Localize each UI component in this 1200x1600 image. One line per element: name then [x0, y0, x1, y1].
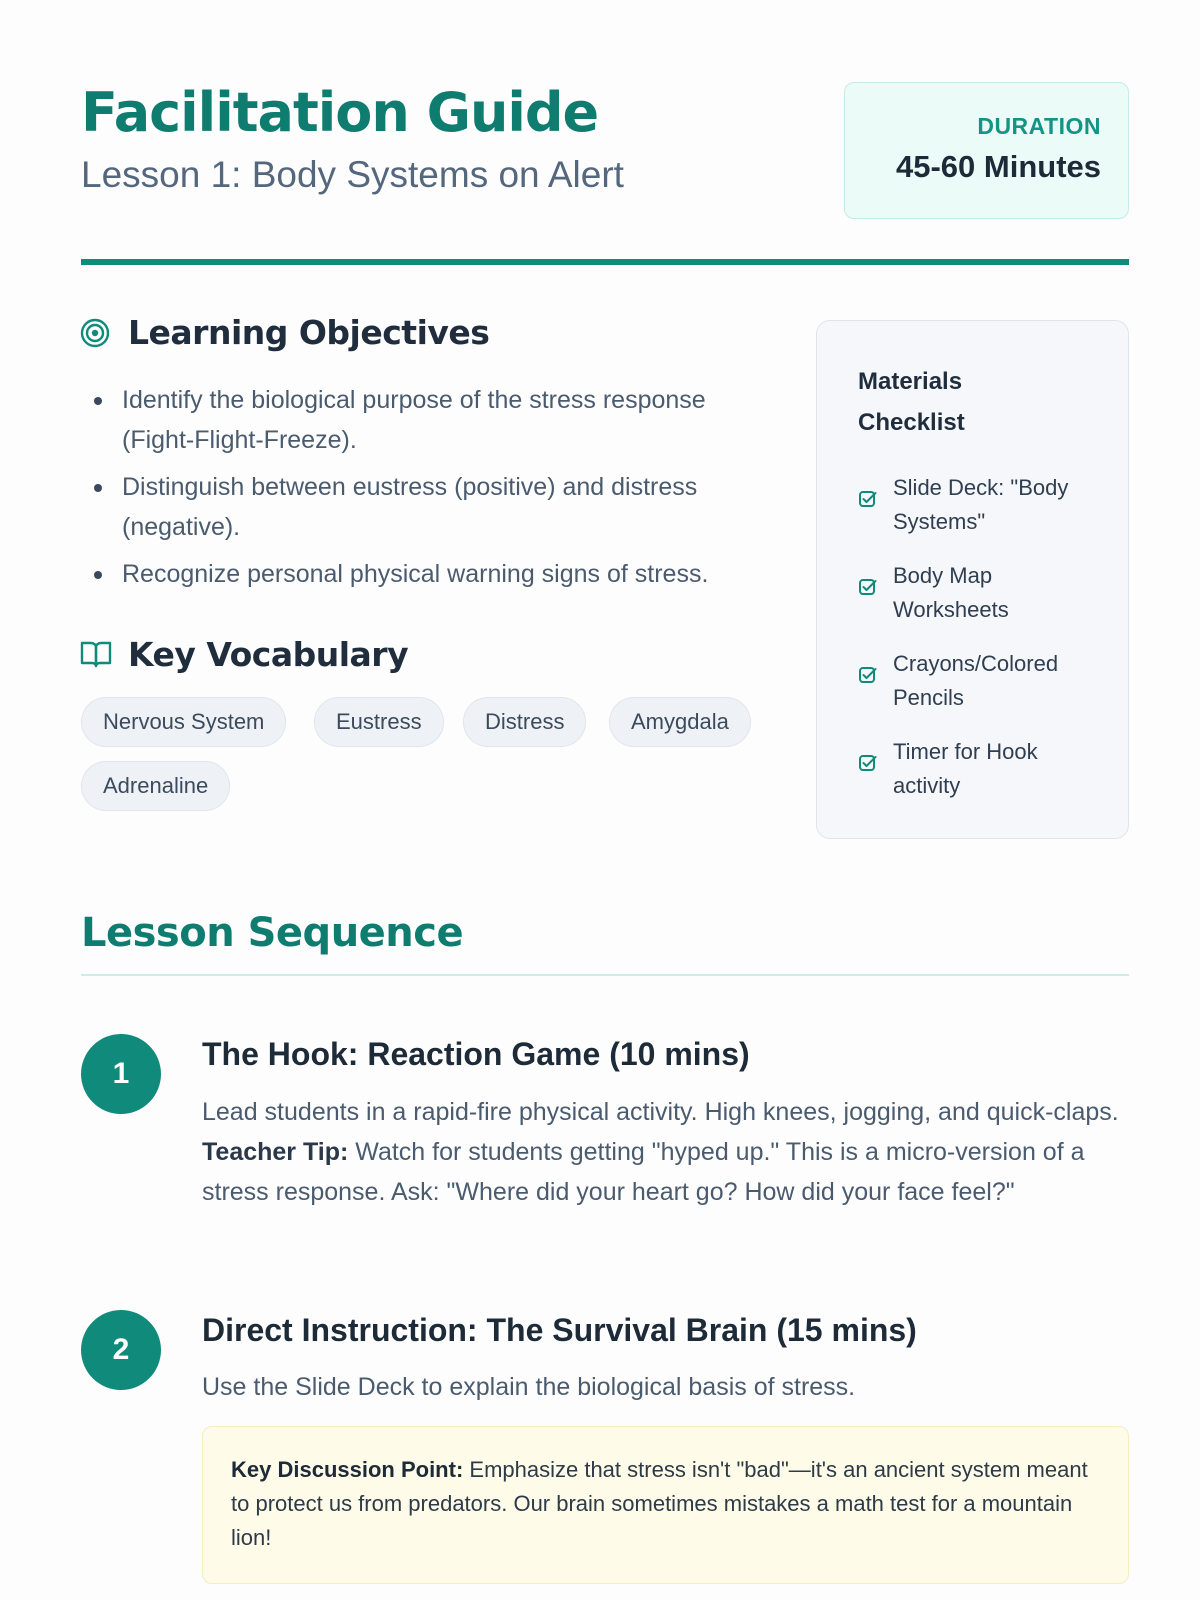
step-title: The Hook: Reaction Game (10 mins) — [202, 1036, 750, 1072]
vocab-chip: Amygdala — [609, 697, 751, 747]
objectives-heading: Learning Objectives — [128, 313, 490, 352]
step-description — [202, 1092, 1132, 1212]
callout-label: Key Discussion Point: — [231, 1457, 464, 1482]
header-divider — [81, 259, 1129, 265]
vocab-chip: Adrenaline — [81, 761, 230, 811]
page-header — [81, 80, 1129, 220]
materials-checklist-card — [816, 320, 1129, 839]
step-number-badge: 1 — [81, 1034, 161, 1114]
step-number-badge: 2 — [81, 1310, 161, 1390]
materials-heading: Materials Checklist — [858, 368, 965, 436]
teacher-tip-label: Teacher Tip: — [202, 1138, 349, 1166]
materials-item-label: Body Map Worksheets — [893, 563, 1009, 622]
checkbox-check-icon — [858, 577, 878, 597]
duration-label: DURATION — [977, 113, 1101, 139]
step-title: Direct Instruction: The Survival Brain (15 mins) — [202, 1312, 917, 1348]
checkbox-check-icon — [858, 665, 878, 685]
materials-item-label: Timer for Hook activity — [893, 739, 1038, 798]
materials-item-label: Crayons/Colored Pencils — [893, 651, 1059, 710]
page-subtitle: Lesson 1: Body Systems on Alert — [81, 154, 624, 195]
callout-text: Emphasize that stress isn't "bad"—it's an ancient system meant to protect us from predators. Our brain sometimes mistakes a math test for a mountain lion! — [231, 1457, 1088, 1550]
objective-item: Identify the biological purpose of the stress response (Fight-Flight-Freeze). — [94, 380, 774, 460]
step-description: Use the Slide Deck to explain the biological basis of stress. — [202, 1373, 856, 1401]
vocab-chip: Nervous System — [81, 697, 286, 747]
duration-value: 45-60 Minutes — [895, 149, 1101, 184]
key-discussion-callout — [202, 1426, 1129, 1584]
checkbox-check-icon — [858, 753, 878, 773]
page-title: Facilitation Guide — [81, 81, 599, 144]
checkbox-check-icon — [858, 489, 878, 509]
vocab-chip: Distress — [463, 697, 586, 747]
materials-item-label: Slide Deck: "Body Systems" — [893, 475, 1069, 534]
objective-item: Recognize personal physical warning signs of stress. — [94, 554, 774, 594]
vocab-chip: Eustress — [314, 697, 444, 747]
duration-card — [844, 82, 1129, 219]
target-icon — [80, 318, 110, 348]
vocabulary-heading: Key Vocabulary — [128, 635, 409, 674]
teacher-tip-text: Watch for students getting "hyped up." This is a micro-version of a stress response. Ask: "Where did your heart go? How did your face feel?" — [202, 1138, 1085, 1206]
objectives-list — [94, 380, 774, 601]
step-description-text: Lead students in a rapid-fire physical activity. High knees, jogging, and quick-claps. — [202, 1098, 1119, 1126]
lesson-sequence-heading: Lesson Sequence — [81, 910, 464, 956]
objective-item: Distinguish between eustress (positive) and distress (negative). — [94, 467, 774, 547]
open-book-icon — [80, 640, 112, 668]
sequence-divider — [81, 974, 1129, 976]
